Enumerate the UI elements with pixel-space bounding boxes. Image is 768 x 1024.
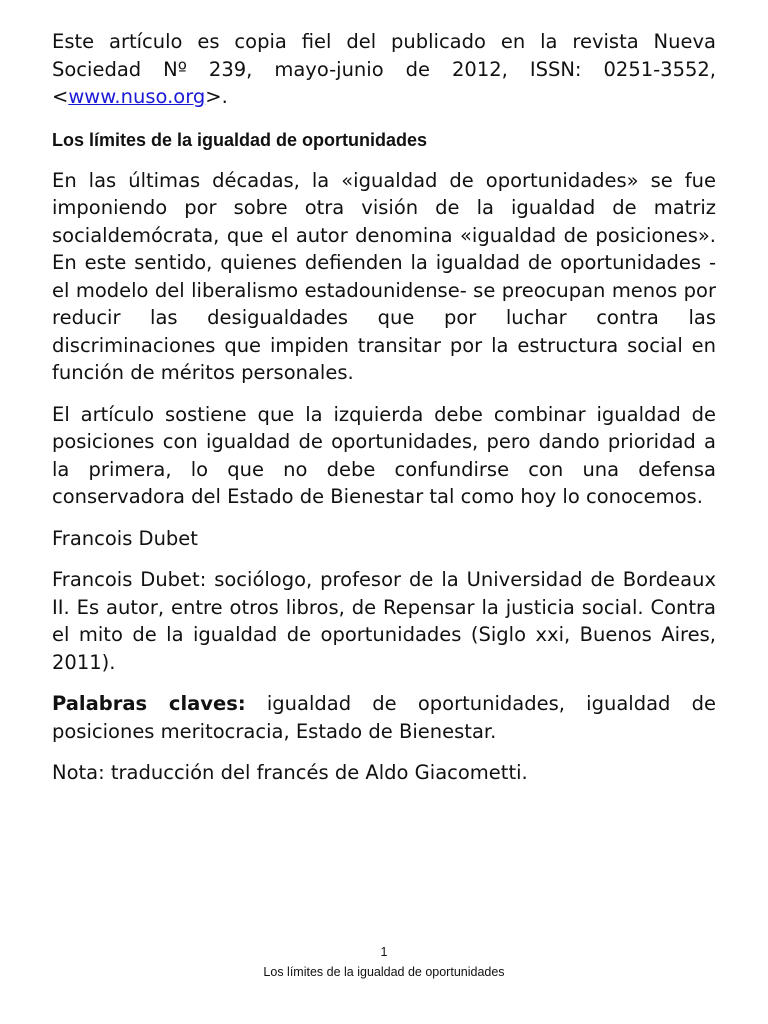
page-footer (0, 942, 768, 982)
author-bio: Francois Dubet: sociólogo, profesor de la Universidad de Bordeaux II. Es autor, entre otros libros, de Repensar la justicia social. Contra el mito de la igualdad de oportunidades (Siglo xxi, Buenos Aires, 2011). (52, 568, 716, 674)
intro-text-end: >. (205, 85, 228, 108)
intro-paragraph (52, 28, 716, 111)
nuso-link[interactable]: www.nuso.org (68, 85, 206, 108)
abstract-paragraph-2: El artículo sostiene que la izquierda debe combinar igualdad de posiciones con igualdad de oportunidades, pero dando prioridad a la primera, lo que no debe confundirse con una defensa conservadora del Estado de Bienestar tal como hoy lo conocemos. (52, 402, 716, 508)
running-title: Los límites de la igualdad de oportunidades (263, 965, 505, 979)
page-number: 1 (380, 945, 388, 959)
document-page (52, 28, 716, 801)
intro-text: Este artículo es copia fiel del publicado en la revista Nueva Sociedad Nº 239, mayo-junio de 2012, ISSN: 0251-3552, < (52, 30, 716, 108)
keywords-text: igualdad de oportunidades, igualdad de posiciones meritocracia, Estado de Bienestar. (52, 692, 716, 743)
translation-note: Nota: traducción del francés de Aldo Giacometti. (52, 761, 528, 784)
abstract-paragraph-1: En las últimas décadas, la «igualdad de oportunidades» se fue imponiendo por sobre otra visión de la igualdad de matriz socialdemócrata, que el autor denomina «igualdad de posiciones». En este sentido, quienes defienden la igualdad de oportunidades -el modelo del liberalismo estadounidense- se preocupan menos por reducir las desigualdades que por luchar contra las discriminaciones que impiden transitar por la estructura social en función de méritos personales. (52, 168, 716, 384)
keywords-paragraph (52, 690, 716, 745)
article-heading: Los límites de la igualdad de oportunidades (52, 129, 428, 150)
author-name: Francois Dubet (52, 526, 198, 550)
keywords-label: Palabras claves: (52, 692, 246, 715)
